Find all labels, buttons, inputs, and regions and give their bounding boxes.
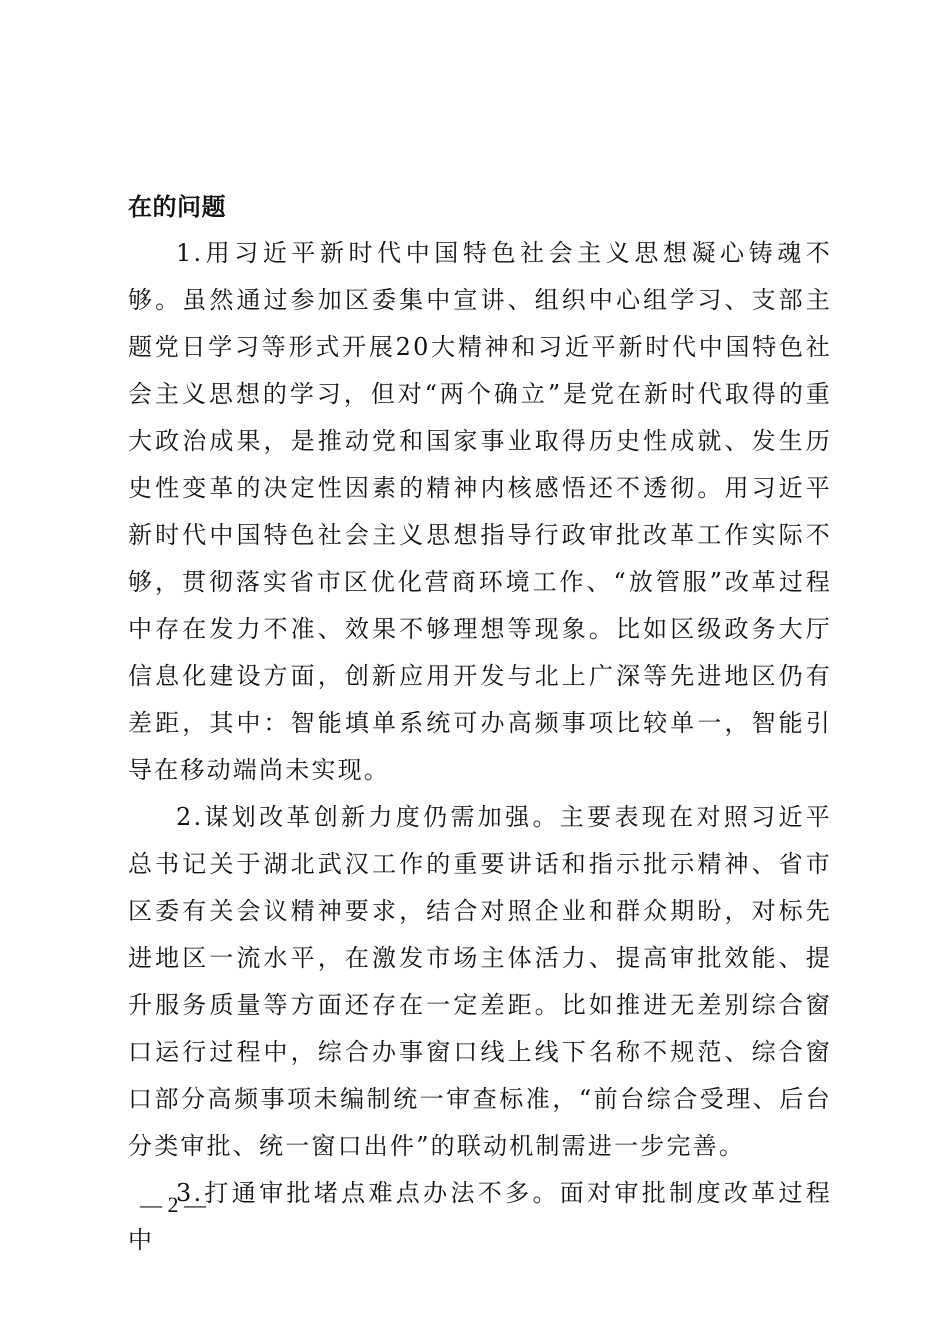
page-number: — 2 — <box>140 1192 206 1217</box>
paragraph-2: 2.谋划改革创新力度仍需加强。主要表现在对照习近平总书记关于湖北武汉工作的重要讲话和指示批示精神、省市区委有关会议精神要求，结合对照企业和群众期盼，对标先进地区一流水平，在激发市场主体活力、提高审批效能、提升服务质量等方面还存在一定差距。比如推进无差别综合窗口运行过程中，综合办事窗口线上线下名称不规范、综合窗口部分高频事项未编制统一审查标准，“前台综合受理、后台分类审批、统一窗口出件”的联动机制需进一步完善。 <box>128 803 832 1160</box>
paragraph-3: 3.打通审批堵点难点办法不多。面对审批制度改革过程中 <box>128 1179 832 1254</box>
body-text <box>128 230 832 1264</box>
section-heading: 在的问题 <box>128 193 226 221</box>
paragraph-1: 1.用习近平新时代中国特色社会主义思想凝心铸魂不够。虽然通过参加区委集中宣讲、组织中心组学习、支部主题党日学习等形式开展20大精神和习近平新时代中国特色社会主义思想的学习，但对“两个确立”是党在新时代取得的重大政治成果，是推动党和国家事业取得历史性成就、发生历史性变革的决定性因素的精神内核感悟还不透彻。用习近平新时代中国特色社会主义思想指导行政审批改革工作实际不够，贯彻落实省市区优化营商环境工作、“放管服”改革过程中存在发力不准、效果不够理想等现象。比如区级政务大厅信息化建设方面，创新应用开发与北上广深等先进地区仍有差距，其中：智能填单系统可办高频事项比较单一，智能引导在移动端尚未实现。 <box>128 239 832 784</box>
